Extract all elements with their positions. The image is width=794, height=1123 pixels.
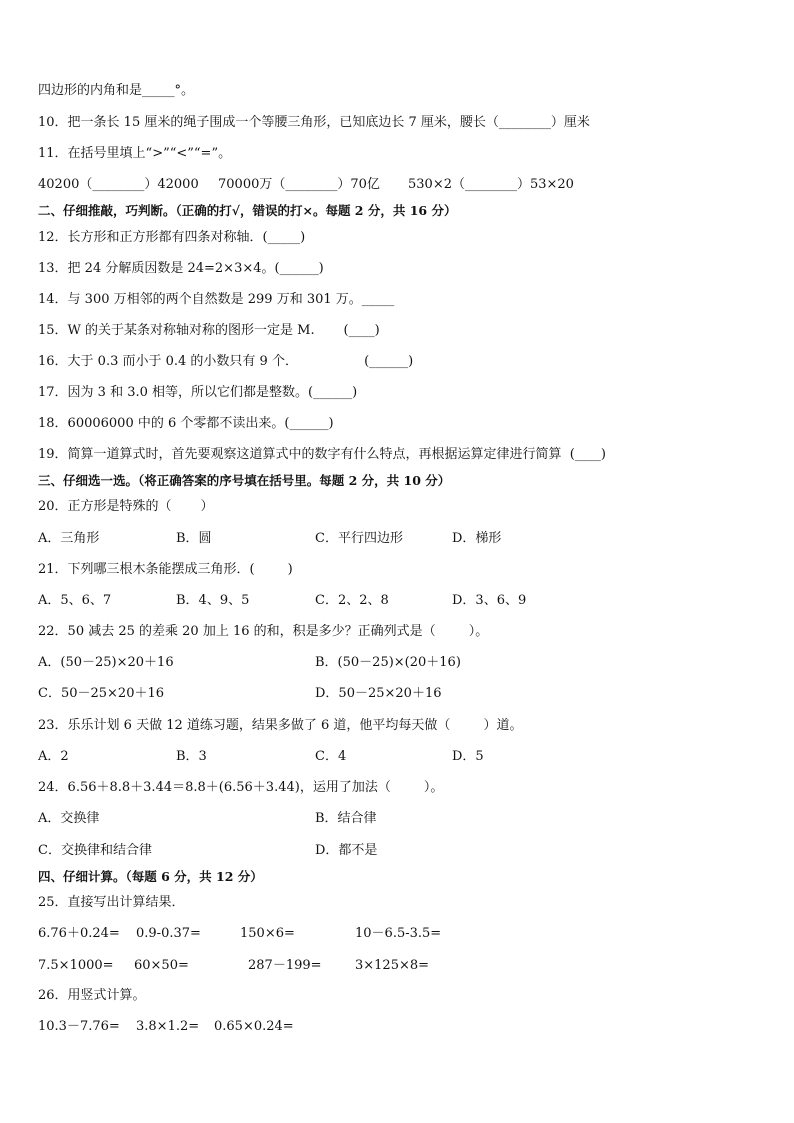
question-13: 13．把 24 分解质因数是 24=2×3×4。(______)	[38, 261, 324, 276]
q20-option-d: D．梯形	[452, 531, 502, 546]
q23-option-b: B．3	[176, 749, 207, 764]
q24-option-c: C．交换律和结合律	[38, 843, 152, 858]
question-17: 17．因为 3 和 3.0 相等，所以它们都是整数。(______)	[38, 385, 358, 400]
q9-continuation: 四边形的内角和是_____°。	[38, 83, 195, 98]
q21-option-c: C．2、2、8	[315, 593, 389, 608]
q25-expr: 150×6=	[240, 926, 295, 941]
q24-option-d: D．都不是	[315, 843, 378, 858]
question-10: 10．把一条长 15 厘米的绳子围成一个等腰三角形，已知底边长 7 厘米，腰长（________）厘米	[38, 115, 590, 130]
q25-expr: 3×125×8=	[355, 958, 430, 973]
q21-option-a: A．5、6、7	[38, 593, 112, 608]
section-2-heading: 二、仔细推敲，巧判断。（正确的打√，错误的打×。每题 2 分，共 16 分）	[38, 203, 457, 218]
question-26: 26．用竖式计算。	[38, 988, 146, 1003]
q11-item-a: 40200（________）42000	[38, 177, 199, 192]
q26-expr: 0.65×0.24=	[214, 1019, 294, 1034]
q20-option-c: C．平行四边形	[315, 531, 403, 546]
q25-expr: 10－6.5-3.5=	[355, 926, 442, 941]
q22-option-c: C．50－25×20＋16	[38, 686, 165, 701]
question-25: 25．直接写出计算结果．	[38, 895, 185, 910]
question-20: 20．正方形是特殊的（ ）	[38, 499, 214, 514]
q21-option-b: B．4、9、5	[176, 593, 250, 608]
q20-option-a: A．三角形	[38, 531, 100, 546]
q26-expr: 3.8×1.2=	[136, 1019, 200, 1034]
q22-option-b: B．(50－25)×(20＋16)	[315, 655, 461, 670]
question-23: 23．乐乐计划 6 天做 12 道练习题，结果多做了 6 道，他平均每天做（ ）道。	[38, 718, 523, 733]
q24-option-b: B．结合律	[315, 811, 377, 826]
question-11: 11．在括号里填上“>”“<”“=”。	[38, 146, 232, 161]
q11-item-b: 70000万（________）70亿	[218, 177, 380, 192]
q25-expr: 0.9-0.37=	[136, 926, 201, 941]
section-3-heading: 三、仔细选一选。（将正确答案的序号填在括号里。每题 2 分，共 10 分）	[38, 473, 451, 488]
question-14: 14．与 300 万相邻的两个自然数是 299 万和 301 万。_____	[38, 292, 395, 307]
q25-expr: 60×50=	[134, 958, 189, 973]
q22-option-a: A．(50－25)×20＋16	[38, 655, 174, 670]
q22-option-d: D．50－25×20＋16	[315, 686, 442, 701]
q23-option-d: D．5	[452, 749, 484, 764]
q23-option-c: C．4	[315, 749, 347, 764]
question-24: 24．6.56＋8.8＋3.44＝8.8＋(6.56＋3.44)，运用了加法（ ）。	[38, 780, 444, 795]
q25-expr: 7.5×1000=	[38, 958, 114, 973]
question-16: 16．大于 0.3 而小于 0.4 的小数只有 9 个． (______)	[38, 354, 414, 369]
q26-expr: 10.3－7.76=	[38, 1019, 120, 1034]
q25-expr: 287－199=	[248, 958, 322, 973]
question-15: 15．W 的关于某条对称轴对称的图形一定是 M. (____)	[38, 323, 380, 338]
question-22: 22．50 减去 25 的差乘 20 加上 16 的和，积是多少？正确列式是（ ）。	[38, 624, 489, 639]
question-18: 18．60006000 中的 6 个零都不读出来。(______)	[38, 416, 334, 431]
question-12: 12．长方形和正方形都有四条对称轴．(_____)	[38, 230, 306, 245]
q23-option-a: A．2	[38, 749, 69, 764]
section-4-heading: 四、仔细计算。（每题 6 分，共 12 分）	[38, 869, 263, 884]
question-19: 19．简算一道算式时，首先要观察这道算式中的数字有什么特点，再根据运算定律进行简算 (____)	[38, 447, 606, 462]
q11-item-c: 530×2（________）53×20	[408, 177, 574, 192]
q24-option-a: A．交换律	[38, 811, 100, 826]
q20-option-b: B．圆	[176, 531, 212, 546]
question-21: 21．下列哪三根木条能摆成三角形．( )	[38, 562, 293, 577]
q21-option-d: D．3、6、9	[452, 593, 527, 608]
q25-expr: 6.76＋0.24=	[38, 926, 120, 941]
